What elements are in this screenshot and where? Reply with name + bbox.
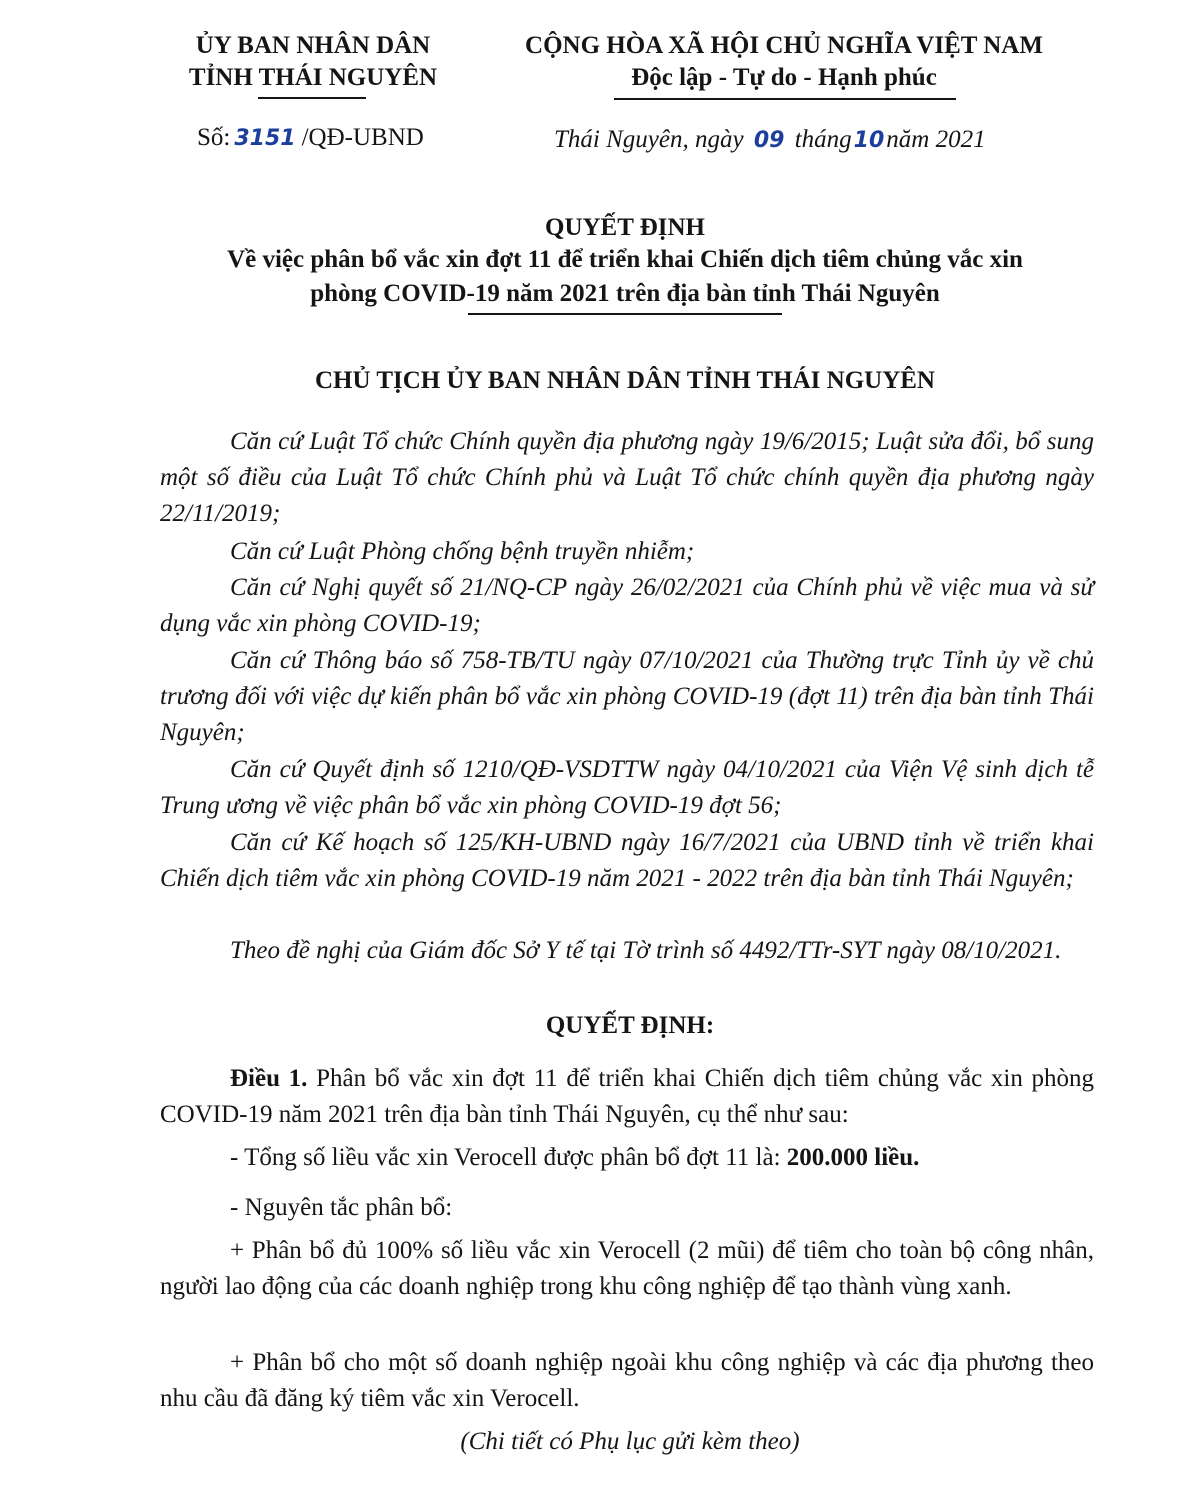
handwritten-number: 3151 — [234, 126, 296, 151]
document-subject-line2: phòng COVID-19 năm 2021 trên địa bàn tỉnh Thái Nguyên — [310, 280, 940, 307]
appendix-note: (Chi tiết có Phụ lục gửi kèm theo) — [460, 1428, 800, 1455]
document-subject-line1: Về việc phân bổ vắc xin đợt 11 để triển khai Chiến dịch tiêm chủng vắc xin — [227, 246, 1023, 273]
legal-basis-6: Căn cứ Kế hoạch số 125/KH-UBND ngày 16/7/2021 của UBND tỉnh về triển khai Chiến dịch tiêm vắc xin phòng COVID-19 năm 2021 - 2022 trên địa bàn tỉnh Thái Nguyên; — [160, 829, 1094, 892]
handwritten-month: 10 — [853, 128, 885, 153]
vaccine-total-value: 200.000 liều. — [786, 1144, 920, 1171]
legal-basis-4: Căn cứ Thông báo số 758-TB/TU ngày 07/10/2021 của Thường trực Tỉnh ủy về chủ trương đối với việc dự kiến phân bổ vắc xin phòng COVID-19 (đợt 11) trên địa bàn tỉnh Thái Nguyên; — [160, 647, 1094, 746]
vaccine-total-prefix: - Tổng số liều vắc xin Verocell được phân bổ đợt 11 là: — [230, 1144, 781, 1171]
legal-basis-3: Căn cứ Nghị quyết số 21/NQ-CP ngày 26/02/2021 của Chính phủ về việc mua và sử dụng vắc xin phòng COVID-19; — [160, 574, 1094, 637]
year-text: năm 2021 — [886, 126, 986, 153]
nation-name: CỘNG HÒA XÃ HỘI CHỦ NGHĨA VIỆT NAM — [525, 32, 1043, 59]
article-1-text: Phân bổ vắc xin đợt 11 để triển khai Chiến dịch tiêm chủng vắc xin phòng COVID-19 năm 2021 trên địa bàn tỉnh Thái Nguyên, cụ thể như sau: — [160, 1065, 1095, 1128]
principle-1: + Phân bổ đủ 100% số liều vắc xin Verocell (2 mũi) để tiêm cho toàn bộ công nhân, người lao động của các doanh nghiệp trong khu công nghiệp để tạo thành vùng xanh. — [160, 1237, 1094, 1300]
number-suffix: /QĐ-UBND — [301, 124, 424, 151]
agency-underline — [258, 97, 366, 99]
document-number — [197, 124, 424, 152]
subject-underline — [468, 313, 782, 315]
vaccine-total — [160, 1140, 1094, 1176]
handwritten-day: 09 — [753, 128, 785, 153]
place-and-date — [554, 126, 986, 154]
agency-name-line2: TỈNH THÁI NGUYÊN — [188, 64, 438, 91]
principle-2: + Phân bổ cho một số doanh nghiệp ngoài khu công nghiệp và các địa phương theo nhu cầu đã đăng ký tiêm vắc xin Verocell. — [160, 1349, 1094, 1412]
legal-basis-1: Căn cứ Luật Tổ chức Chính quyền địa phương ngày 19/6/2015; Luật sửa đổi, bổ sung một số điều của Luật Tổ chức Chính phủ và Luật Tổ chức chính quyền địa phương ngày 22/11/2019; — [160, 428, 1094, 527]
decision-heading: QUYẾT ĐỊNH: — [545, 1012, 715, 1039]
principle-heading: - Nguyên tắc phân bổ: — [230, 1194, 453, 1221]
place-date-prefix: Thái Nguyên, ngày — [554, 126, 744, 153]
motto-underline — [614, 98, 956, 100]
legal-basis-2: Căn cứ Luật Phòng chống bệnh truyền nhiễm; — [230, 538, 695, 565]
number-prefix: Số: — [197, 124, 231, 151]
article-1 — [160, 1061, 1094, 1133]
article-1-label: Điều 1. — [230, 1065, 308, 1092]
legal-basis-7: Theo đề nghị của Giám đốc Sở Y tế tại Tờ trình số 4492/TTr-SYT ngày 08/10/2021. — [230, 937, 1062, 964]
issuing-authority: CHỦ TỊCH ỦY BAN NHÂN DÂN TỈNH THÁI NGUYÊN — [315, 367, 935, 394]
legal-basis-5: Căn cứ Quyết định số 1210/QĐ-VSDTTW ngày 04/10/2021 của Viện Vệ sinh dịch tễ Trung ương về việc phân bổ vắc xin phòng COVID-19 đợt 56; — [160, 756, 1094, 819]
agency-name-line1: ỦY BAN NHÂN DÂN — [195, 32, 431, 59]
document-title: QUYẾT ĐỊNH — [545, 214, 705, 241]
nation-motto: Độc lập - Tự do - Hạnh phúc — [631, 64, 937, 91]
month-label: tháng — [794, 126, 852, 153]
